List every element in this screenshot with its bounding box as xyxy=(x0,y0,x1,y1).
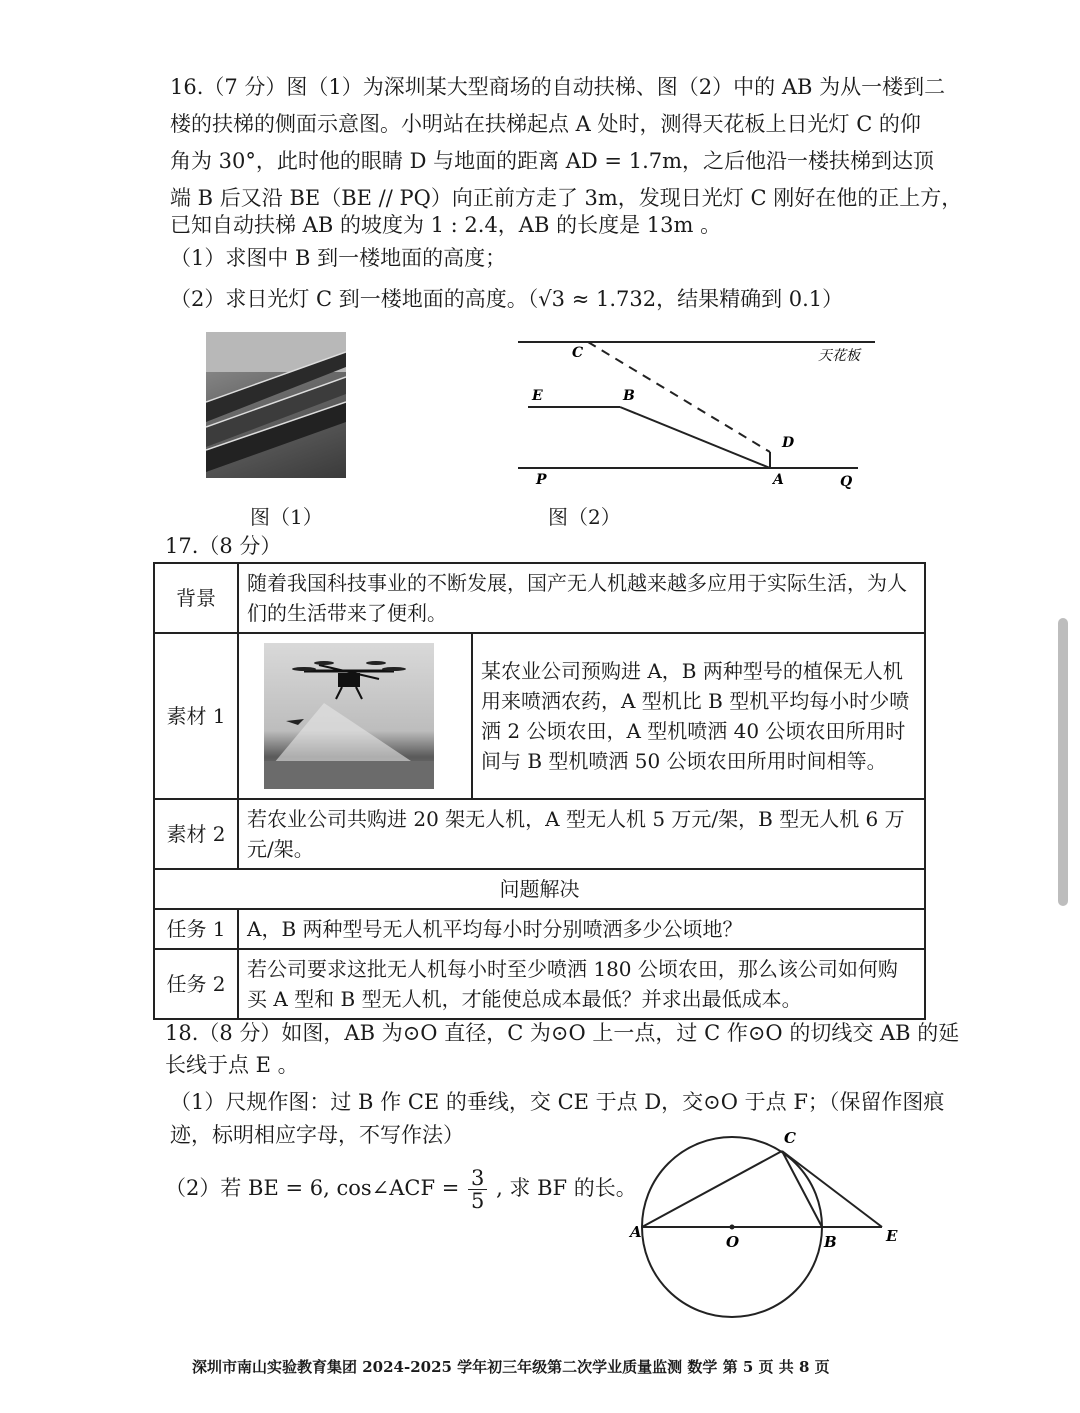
figure-1-caption: 图（1） xyxy=(250,505,323,529)
material-1-text: 某农业公司预购进 A，B 两种型号的植保无人机用来喷洒农药，A 型机比 B 型机平均每小时少喷洒 2 公顷农田，A 型机喷洒 40 公顷农田所用时间与 B 型机喷洒 50 公顷农田所用时间相等。 xyxy=(472,633,925,799)
material-1-label: 素材 1 xyxy=(154,633,238,799)
background-label: 背景 xyxy=(154,563,238,633)
task-2-text: 若公司要求这批无人机每小时至少喷洒 180 公顷农田，那么该公司如何购买 A 型和 B 型无人机，才能使总成本最低？并求出最低成本。 xyxy=(238,949,925,1019)
q16-line-4: 端 B 后又沿 BE（BE // PQ）向正前方走了 3m，发现日光灯 C 刚好在他的正上方， xyxy=(170,186,963,210)
circle-label-e: E xyxy=(886,1227,898,1245)
label-a: A xyxy=(773,472,784,488)
circle-label-o: O xyxy=(726,1233,740,1251)
q17-table xyxy=(153,562,926,1020)
fraction-numerator: 3 xyxy=(468,1167,487,1190)
q16-sub1: （1）求图中 B 到一楼地面的高度； xyxy=(170,246,507,270)
scrollbar-thumb[interactable] xyxy=(1058,618,1068,906)
label-b: B xyxy=(623,388,635,404)
fraction xyxy=(468,1167,487,1212)
label-ceiling: 天花板 xyxy=(818,348,860,364)
label-d: D xyxy=(782,435,795,451)
q18-sub1-a: （1）尺规作图：过 B 作 CE 的垂线，交 CE 于点 D，交⊙O 于点 F；（保留作图痕 xyxy=(170,1090,945,1114)
q18-sub2-suffix: , 求 BF 的长。 xyxy=(496,1176,637,1200)
q16-sub2: （2）求日光灯 C 到一楼地面的高度。（√3 ≈ 1.732，结果精确到 0.1） xyxy=(170,287,844,311)
material-2-label: 素材 2 xyxy=(154,799,238,869)
fraction-denominator: 5 xyxy=(471,1189,485,1213)
label-c: C xyxy=(572,345,584,361)
page-footer: 深圳市南山实验教育集团 2024-2025 学年初三年级第二次学业质量监测 数学 第 5 页 共 8 页 xyxy=(192,1358,830,1376)
circle-diagram xyxy=(620,1125,910,1325)
q17-heading: 17.（8 分） xyxy=(165,534,282,558)
task-2-label: 任务 2 xyxy=(154,949,238,1019)
task-1-text: A，B 两种型号无人机平均每小时分别喷洒多少公顷地？ xyxy=(238,909,925,949)
q16-line-1: 16.（7 分）图（1）为深圳某大型商场的自动扶梯、图（2）中的 AB 为从一楼到二 xyxy=(170,75,946,99)
q16-line-3: 角为 30°，此时他的眼睛 D 与地面的距离 AD = 1.7m，之后他沿一楼扶梯到达顶 xyxy=(170,149,935,173)
q18-sub1-b: 迹，标明相应字母，不写作法） xyxy=(170,1123,464,1147)
label-p: P xyxy=(536,472,547,488)
q18-sub2 xyxy=(165,1167,637,1212)
escalator-diagram xyxy=(510,330,880,490)
q16-line-2: 楼的扶梯的侧面示意图。小明站在扶梯起点 A 处时，测得天花板上日光灯 C 的仰 xyxy=(170,112,921,136)
q18-line-1: 18.（8 分）如图，AB 为⊙O 直径，C 为⊙O 上一点，过 C 作⊙O 的切线交 AB 的延 xyxy=(165,1021,960,1045)
q16-line-5: 已知自动扶梯 AB 的坡度为 1 : 2.4，AB 的长度是 13m 。 xyxy=(170,213,722,237)
label-q: Q xyxy=(840,474,853,490)
material-2-text: 若农业公司共购进 20 架无人机，A 型无人机 5 万元/架，B 型无人机 6 万元/架。 xyxy=(238,799,925,869)
figure-2-caption: 图（2） xyxy=(548,505,621,529)
circle-label-b: B xyxy=(824,1233,837,1251)
drone-photo xyxy=(264,643,434,789)
q18-sub2-prefix: （2）若 BE = 6, cos∠ACF = xyxy=(165,1176,460,1200)
escalator-photo xyxy=(206,332,346,478)
label-e: E xyxy=(532,388,543,404)
q18-line-2: 长线于点 E 。 xyxy=(165,1053,299,1077)
solve-header: 问题解决 xyxy=(154,869,925,909)
background-text: 随着我国科技事业的不断发展，国产无人机越来越多应用于实际生活，为人们的生活带来了便利。 xyxy=(238,563,925,633)
circle-label-c: C xyxy=(784,1129,796,1147)
circle-label-a: A xyxy=(630,1223,642,1241)
task-1-label: 任务 1 xyxy=(154,909,238,949)
